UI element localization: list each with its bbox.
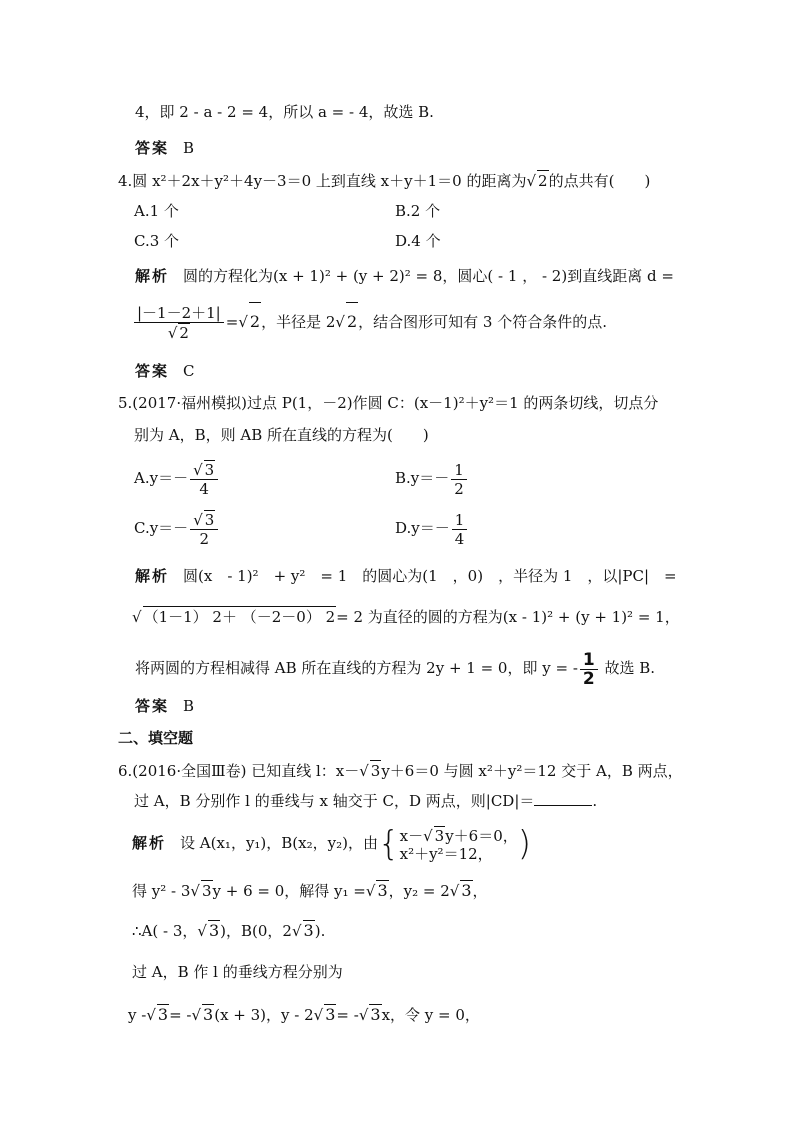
- option-4b: B.2 个: [395, 202, 441, 220]
- solution-4-line1: 解析 圆的方程化为(x + 1)² + (y + 2)² = 8，圆心( - 1 ， - 2)到直线距离 d =: [135, 267, 674, 285]
- option-4d: D.4 个: [395, 232, 441, 250]
- right-paren: ): [517, 824, 532, 864]
- solution-5-line3: 将两圆的方程相减得 AB 所在直线的方程为 2y + 1 = 0，即 y = - $\frac{1}{2}$ 故选 B.: [135, 649, 656, 689]
- option-5b: B.y＝－ $\frac{1}{2}$: [395, 458, 469, 498]
- solution-6-line3: ∴A( - 3，√ 3)，B(0，2√ 3).: [132, 921, 326, 940]
- question-6-stem-line1: 6.(2016·全国Ⅲ卷) 已知直线 l：x－√ 3y＋6＝0 与圆 x²＋y²＝12 交于 A，B 两点，: [118, 762, 683, 780]
- option-4a: A.1 个: [134, 202, 179, 220]
- analysis-label: 解析: [135, 267, 170, 285]
- answer-q3: [135, 138, 194, 158]
- solution-4-line2: $\frac{|-1-2+1|}{√ 2}$ =√ 2，半径是 2√ 2，结合图形可知有 3 个符合条件的点.: [132, 302, 607, 342]
- answer-label: 答案: [135, 139, 170, 157]
- answer-q4: 答案 C: [135, 362, 195, 380]
- option-5a: A.y＝－ $\frac{√ 3}{4}$: [134, 458, 220, 498]
- section-heading: 二、填空题: [118, 729, 194, 747]
- solution-6-line4: 过 A，B 作 l 的垂线方程分别为: [132, 963, 343, 981]
- solution-6-line1: 解析 设 A(x₁，y₁)，B(x₂，y₂)，由{ x－√ 3y＋6＝0， x²＋y²＝12， ): [132, 824, 532, 864]
- left-brace: {: [377, 824, 400, 864]
- solution-6-line5: y -√ 3= -√ 3(x + 3)，y - 2√ 3= -√ 3x，令 y = 0，: [128, 1005, 480, 1024]
- question-5-stem-line1: 5.(2017·福州模拟)过点 P(1，－2)作圆 C：(x－1)²＋y²＝1 的两条切线，切点分: [118, 394, 659, 412]
- option-5c: C.y＝－ $\frac{√ 3}{2}$: [134, 508, 220, 548]
- answer-blank: [534, 791, 592, 806]
- distance-fraction: $\frac{|-1-2+1|}{√ 2}$: [134, 304, 224, 342]
- solution-6-line2: 得 y² - 3√ 3y + 6 = 0，解得 y₁ =√ 3，y₂ = 2√ 3，: [132, 881, 488, 900]
- question-6-stem-line2: 过 A，B 分别作 l 的垂线与 x 轴交于 C，D 两点，则|CD|＝ .: [134, 792, 598, 810]
- option-4c: C.3 个: [134, 232, 180, 250]
- option-5d: D.y＝－ $\frac{1}{4}$: [395, 508, 469, 548]
- question-4-stem: 4.圆 x²＋2x＋y²＋4y－3＝0 上到直线 x＋y＋1＝0 的距离为√ 2的点共有( ): [118, 172, 651, 190]
- question-5-stem-line2: 别为 A，B，则 AB 所在直线的方程为( ): [134, 426, 429, 444]
- equation-system: x－√ 3y＋6＝0， x²＋y²＝12，: [399, 826, 518, 863]
- answer-q5: 答案 B: [135, 697, 195, 715]
- solution-5-line1: 解析 圆(x - 1)² + y² = 1 的圆心为(1 ，0) ，半径为 1 ，以|PC| =: [135, 567, 677, 585]
- solution-5-line2: √ （1－1） 2＋ （－2－0） 2= 2 为直径的圆的方程为(x - 1)² + (y + 1)² = 1，: [132, 608, 680, 626]
- answer-value: B: [183, 139, 195, 157]
- solution-line-q3-end: 4，即 2 - a - 2 = 4，所以 a = - 4，故选 B.: [135, 103, 434, 121]
